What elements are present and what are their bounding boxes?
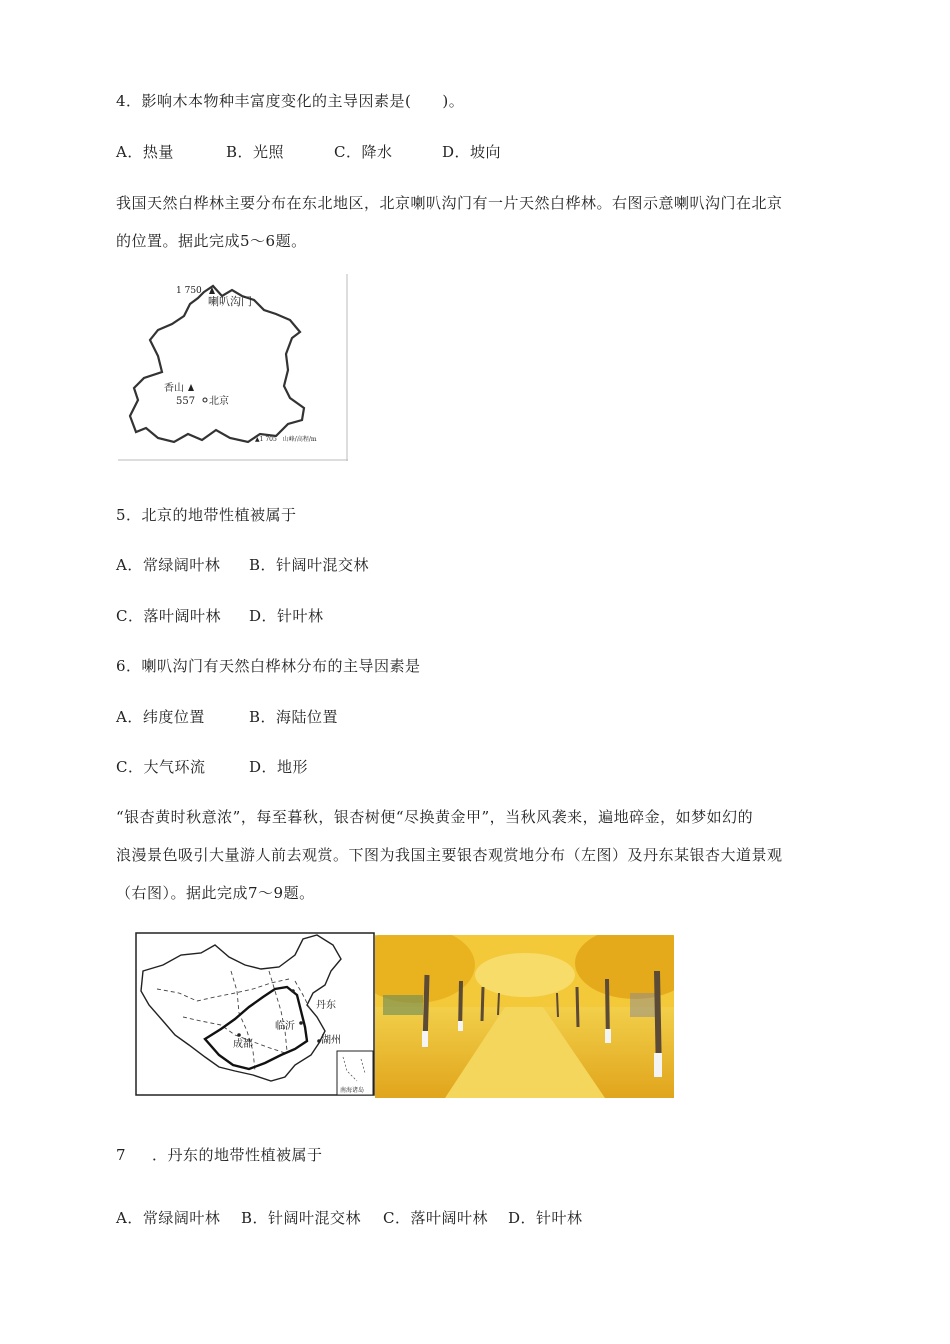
label-beijing: 北京 — [209, 396, 229, 407]
q5-option-c: C．落叶阔叶林 — [116, 607, 221, 625]
ginkgo-avenue-photo — [375, 935, 674, 1098]
label-linyi: 临沂 — [275, 1021, 295, 1032]
q7-options — [116, 1207, 583, 1228]
q7-option-a: A．常绿阔叶林 — [116, 1209, 221, 1227]
passage1-line2: 的位置。据此完成5～6题。 — [116, 232, 307, 250]
q5-option-a: A．常绿阔叶林 — [116, 556, 221, 574]
q4-options — [116, 141, 501, 162]
q4-option-b: B．光照 — [226, 143, 285, 161]
peak-elevation-1750: 1 750 — [176, 286, 202, 296]
background-building — [630, 993, 658, 1017]
label-south-sea: 南海诸岛 — [340, 1087, 365, 1094]
q6-options-row1 — [116, 706, 338, 727]
q6-option-a: A．纬度位置 — [116, 708, 205, 726]
canopy-center — [475, 953, 575, 997]
q7-stem-line — [116, 1144, 323, 1165]
label-dandong: 丹东 — [316, 1000, 336, 1011]
q6-options-row2 — [116, 756, 308, 777]
label-chengdu: 成都 — [233, 1039, 253, 1050]
xiangshan-peak-icon — [188, 384, 194, 391]
passage2-line2: 浪漫景色吸引大量游人前去观赏。下图为我国主要银杏观赏地分布（左图）及丹东某银杏大道景观 — [116, 846, 783, 864]
map1-legend: ▲1 705 山峰/高程/m — [255, 436, 317, 443]
q4-option-d: D．坡向 — [442, 143, 502, 161]
q4-option-a: A．热量 — [116, 143, 174, 161]
q5-options-row1 — [116, 554, 369, 575]
q5-options-row2 — [116, 605, 324, 626]
label-xiangshan: 香山 — [164, 383, 184, 394]
label-xiangshan-elevation: 557 — [176, 396, 196, 407]
beijing-boundary — [130, 286, 304, 442]
passage1-line1: 我国天然白桦林主要分布在东北地区，北京喇叭沟门有一片天然白桦林。右图示意喇叭沟门在北京 — [116, 194, 783, 212]
q6-option-b: B．海陆位置 — [249, 708, 339, 726]
q6-option-c: C．大气环流 — [116, 758, 206, 776]
q7-option-d: D．针叶林 — [508, 1209, 583, 1227]
q6-stem: 6．喇叭沟门有天然白桦林分布的主导因素是 — [116, 657, 421, 675]
q4-option-c: C．降水 — [334, 143, 393, 161]
q4-stem: 4．影响木本物种丰富度变化的主导因素是( )。 — [116, 92, 465, 110]
q7-stem: ．丹东的地带性植被属于 — [152, 1146, 323, 1164]
q5-stem: 5．北京的地带性植被属于 — [116, 506, 297, 524]
q7-number: 7 — [116, 1146, 127, 1164]
beijing-location-map — [118, 274, 348, 461]
label-labamen: 喇叭沟门 — [208, 295, 252, 308]
q5-option-d: D．针叶林 — [249, 607, 324, 625]
label-huzhou: 湖州 — [321, 1035, 341, 1046]
chengdu-dot-icon — [237, 1033, 241, 1037]
passage2-line3: （右图）。据此完成7～9题。 — [116, 884, 315, 902]
beijing-city-icon — [203, 398, 207, 402]
dandong-dot-icon — [291, 989, 295, 993]
background-greenery — [383, 995, 423, 1015]
linyi-dot-icon — [299, 1021, 303, 1025]
china-ginkgo-map — [135, 931, 375, 1097]
passage2-line1: “银杏黄时秋意浓”，每至暮秋，银杏树便“尽换黄金甲”，当秋风袭来，遍地碎金，如梦如幻的 — [116, 808, 754, 826]
q5-option-b: B．针阔叶混交林 — [249, 556, 370, 574]
q6-option-d: D．地形 — [249, 758, 309, 776]
q7-option-b: B．针阔叶混交林 — [241, 1209, 362, 1227]
q7-option-c: C．落叶阔叶林 — [383, 1209, 488, 1227]
